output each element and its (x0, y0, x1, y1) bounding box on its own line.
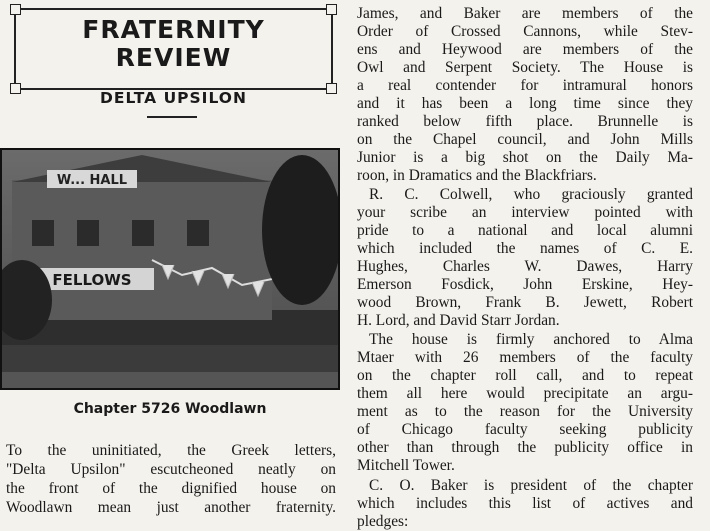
body-line: Emerson Fosdick, John Erskine, Hey- (357, 276, 693, 293)
body-line: roon, in Dramatics and the Blackfriars. (357, 167, 597, 184)
body-line: Owl and Serpent Society. The House is (357, 59, 693, 76)
body-line: Mitchell Tower. (357, 457, 455, 474)
body-line: a real contender for intramural honors (357, 77, 693, 94)
photo-caption: Chapter 5726 Woodlawn (73, 401, 267, 417)
corner-ornament (10, 4, 21, 15)
sign-top: W... HALL (56, 173, 128, 188)
corner-ornament (326, 4, 337, 15)
body-line: Woodlawn mean just another fraternity. (6, 499, 336, 516)
divider (147, 116, 197, 118)
body-line: R. C. Colwell, who graciously granted (369, 186, 693, 203)
body-line: Junior is a big shot on the Daily Ma- (357, 149, 693, 166)
sign-bottom: FELLOWS (52, 271, 132, 289)
body-line: on the Chapel council, and John Mills (357, 131, 693, 148)
body-line: the front of the dignified house on (6, 480, 336, 497)
body-line: H. Lord, and David Starr Jordan. (357, 312, 560, 329)
body-line: ens and Heywood are members of the (357, 41, 693, 58)
body-line: Order of Crossed Cannons, while Stev- (357, 23, 693, 40)
body-line: your scribe an interview pointed with (357, 204, 693, 221)
right-column (355, 0, 700, 530)
header-box (14, 8, 333, 90)
body-line: other than through the publicity office in (357, 439, 693, 456)
body-line: James, and Baker are members of the (357, 5, 693, 22)
body-line: Mtaer with 26 members of the faculty (357, 349, 693, 366)
chapter-house-photo (0, 148, 340, 390)
body-line: them all here would precipitate an argu- (357, 385, 693, 402)
body-line: pride to a national and local alumni (357, 222, 693, 239)
body-line: C. O. Baker is president of the chapter (369, 477, 693, 494)
body-line: on the chapter roll call, and to repeat (357, 367, 693, 384)
body-line: of Chicago faculty seeking publicity (357, 421, 693, 438)
fraternity-name: DELTA UPSILON (100, 89, 247, 107)
body-line: To the uninitiated, the Greek letters, (6, 442, 336, 459)
body-line: The house is firmly anchored to Alma (369, 331, 693, 348)
body-line: ment as to the reason for the University (357, 403, 693, 420)
body-line: wood Brown, Frank B. Jewett, Robert (357, 294, 693, 311)
body-line: pledges: (357, 513, 409, 530)
body-line: Hughes, Charles W. Dawes, Harry (357, 258, 693, 275)
left-column (0, 0, 345, 518)
body-line: ranked below fifth place. Brunnelle is (357, 113, 693, 130)
column-title: FRATERNITY REVIEW (82, 15, 265, 72)
body-line: "Delta Upsilon" escutcheoned neatly on (6, 461, 336, 478)
body-line: which included the names of C. E. (357, 240, 693, 257)
body-line: and it has been a long time since they (357, 95, 693, 112)
body-line: which includes this list of actives and (357, 495, 693, 512)
